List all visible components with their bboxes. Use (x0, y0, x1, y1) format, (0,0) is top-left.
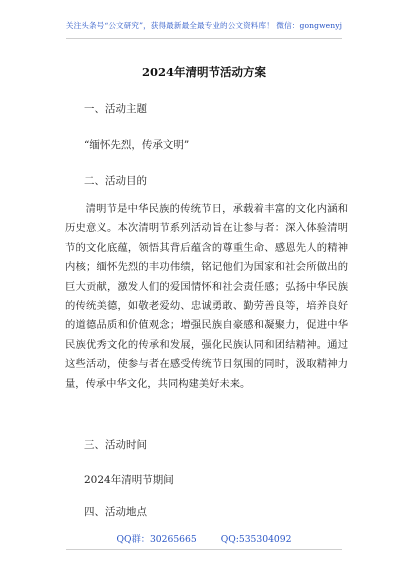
qq-group-text: QQ群：30265665 (116, 534, 197, 545)
qq-number-text: QQ:535304092 (220, 534, 292, 545)
activity-time-value: 2024年清明节期间 (84, 474, 174, 486)
purpose-paragraph: 清明节是中华民族的传统节日，承载着丰富的文化内涵和历史意义。本次清明节系列活动旨在让参与者：深入体验清明节的文化底蕴，领悟其背后蕴含的尊重生命、感恩先人的精神内核；缅怀先烈的丰功伟绩，铭记他们为国家和社会所做出的巨大贡献，激发人们的爱国情怀和社会责任感；弘扬中华民族的传统美德，如敬老爱幼、忠诚勇敢、勤劳善良等，培养良好的道德品质和价值观念；增强民族自豪感和凝聚力，促进中华民族优秀文化的传承和发展，强化民族认同和团结精神。通过这些活动，使参与者在感受传统节日氛围的同时，汲取精神力量，传承中华文化，共同构建美好未来。 (65, 203, 348, 390)
section-heading-purpose: 二、活动目的 (84, 175, 147, 187)
section-heading-location: 四、活动地点 (84, 506, 147, 518)
document-title: 2024年清明节活动方案 (141, 65, 266, 79)
header-banner: 关注头条号“公文研究”，获得最新最全最专业的公文资料库！ 微信：gongwenyj (65, 21, 343, 30)
section-heading-time: 三、活动时间 (84, 439, 147, 451)
theme-quote: “缅怀先烈，传承文明” (84, 139, 190, 151)
section-heading-theme: 一、活动主题 (84, 103, 147, 115)
header-divider (66, 38, 342, 39)
footer-contact (0, 531, 408, 545)
footer-divider (66, 549, 342, 550)
